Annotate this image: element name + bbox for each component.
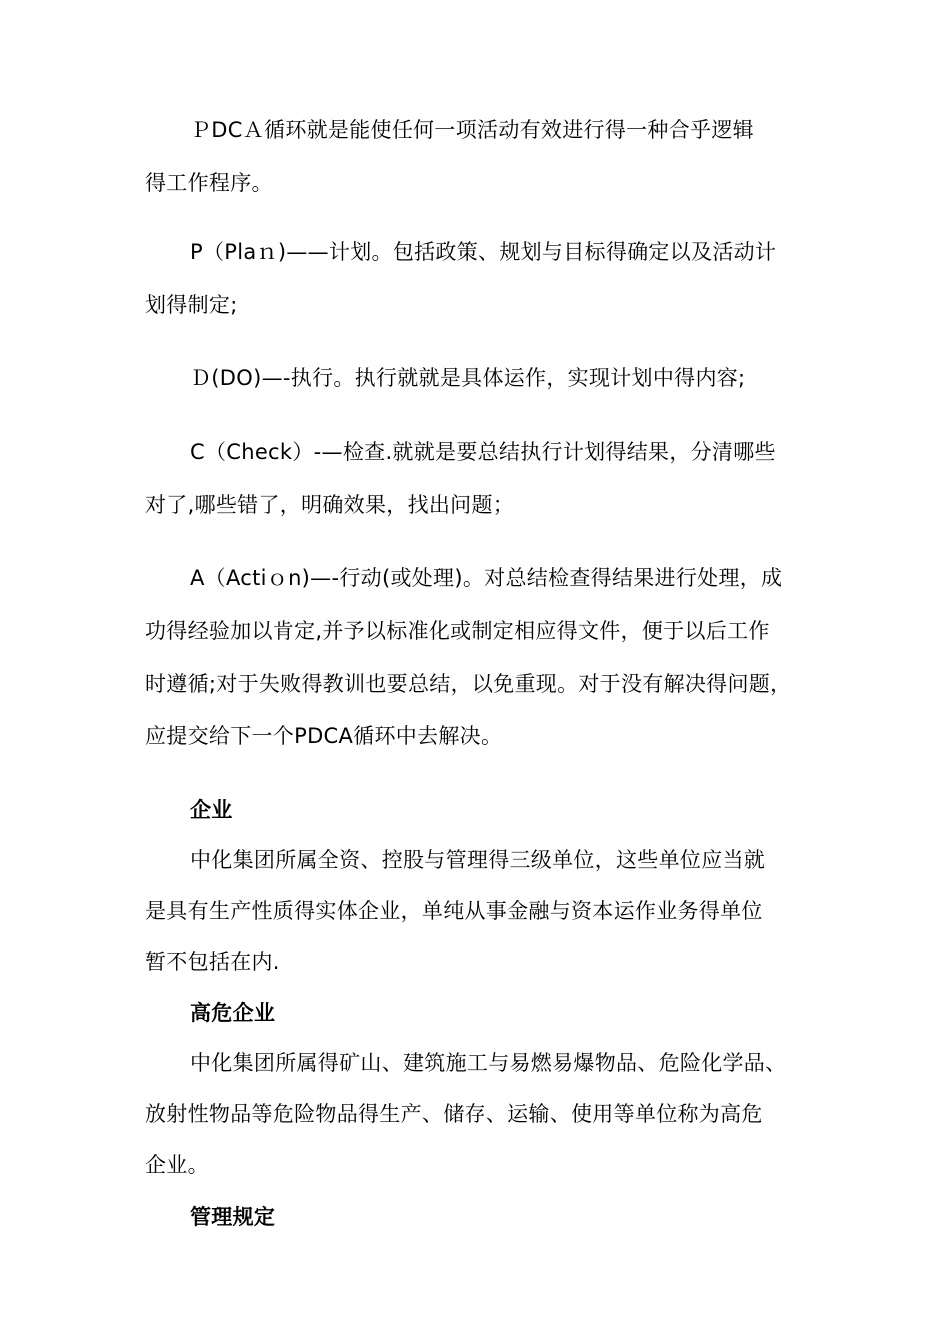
high-risk-definition-line-2: 放射性物品等危险物品得生产、储存、运输、使用等单位称为高危 xyxy=(145,1102,763,1126)
action-definition-line-1: A（Actiｏn)—-行动(或处理)。对总结检查得结果进行处理，成 xyxy=(190,566,783,590)
check-definition-line-2: 对了,哪些错了，明确效果，找出问题； xyxy=(145,493,515,517)
pdca-intro-line-1: ＰDCＡ循环就是能使任何一项活动有效进行得一种合乎逻辑 xyxy=(190,118,754,142)
action-definition-line-3: 时遵循;对于失败得教训也要总结，以免重现。对于没有解决得问题， xyxy=(145,672,792,696)
action-definition-line-4: 应提交给下一个PDCA循环中去解决。 xyxy=(145,724,503,748)
plan-definition-line-2: 划得制定; xyxy=(145,293,238,317)
enterprise-definition-line-2: 是具有生产性质得实体企业，单纯从事金融与资本运作业务得单位 xyxy=(145,899,763,923)
check-definition-line-1: C（Check）-—检查.就就是要总结执行计划得结果，分清哪些 xyxy=(190,440,776,464)
section-heading-high-risk-enterprise: 高危企业 xyxy=(190,1001,276,1025)
pdca-intro-line-2: 得工作程序。 xyxy=(145,171,273,195)
section-heading-management-rules: 管理规定 xyxy=(190,1205,276,1229)
high-risk-definition-line-1: 中化集团所属得矿山、建筑施工与易燃易爆物品、危险化学品、 xyxy=(190,1051,787,1075)
high-risk-definition-line-3: 企业。 xyxy=(145,1153,209,1177)
enterprise-definition-line-3: 暂不包括在内. xyxy=(145,950,280,974)
action-definition-line-2: 功得经验加以肯定,并予以标准化或制定相应得文件，便于以后工作 xyxy=(145,619,770,643)
do-definition-line: Ｄ(DO)—-执行。执行就就是具体运作，实现计划中得内容; xyxy=(190,366,746,390)
plan-definition-line-1: P（Plaｎ)——计划。包括政策、规划与目标得确定以及活动计 xyxy=(190,240,777,264)
section-heading-enterprise: 企业 xyxy=(190,798,233,822)
enterprise-definition-line-1: 中化集团所属全资、控股与管理得三级单位，这些单位应当就 xyxy=(190,848,766,872)
